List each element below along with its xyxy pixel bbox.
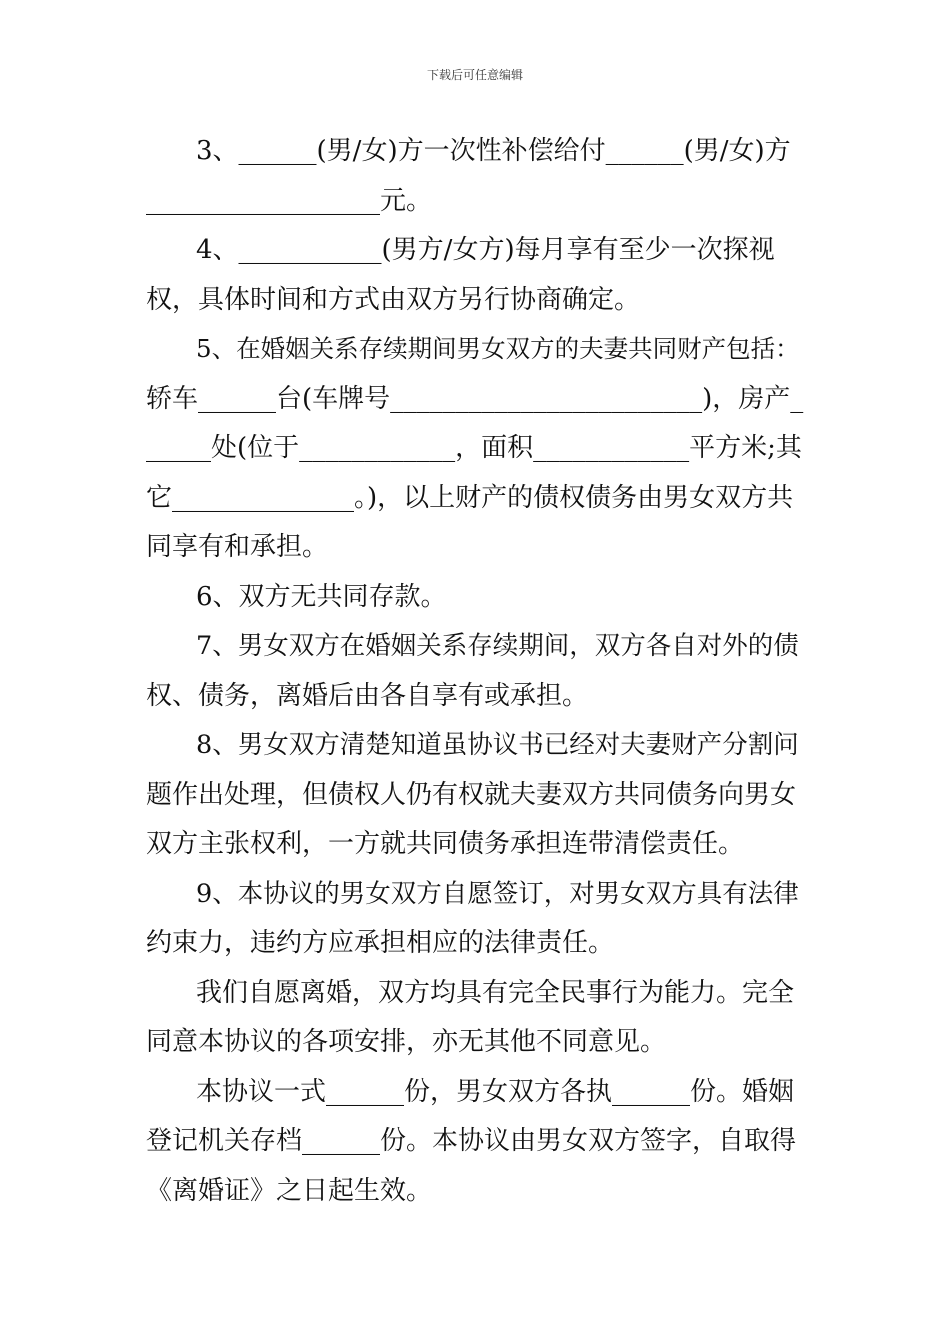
- clause-7-line-2: 权、债务，离婚后由各自享有或承担。: [146, 681, 589, 711]
- clause-5-line-3: _____处(位于____________，面积____________平方米;其: [146, 433, 802, 463]
- clause-8-line-2: 题作出处理，但债权人仍有权就夫妻双方共同债务向男女: [146, 780, 797, 810]
- copies-line-1: 本协议一式______份，男女双方各执______份。婚姻: [196, 1077, 795, 1107]
- copies-line-3: 《离婚证》之日起生效。: [146, 1176, 433, 1206]
- clause-6-line-1: 6、双方无共同存款。: [196, 582, 447, 612]
- page-header: 下载后可任意编辑: [426, 68, 523, 82]
- clause-8-line-1: 8、男女双方清楚知道虽协议书已经对夫妻财产分割问: [196, 730, 799, 760]
- clause-5-line-5: 同享有和承担。: [146, 532, 329, 562]
- clause-8-line-3: 双方主张权利，一方就共同债务承担连带清偿责任。: [146, 829, 745, 859]
- clause-9-line-1: 9、本协议的男女双方自愿签订，对男女双方具有法律: [196, 879, 799, 909]
- clause-5-line-1: 5、在婚姻关系存续期间男女双方的夫妻共同财产包括：: [196, 334, 800, 363]
- copies-line-2: 登记机关存档______份。本协议由男女双方签字，自取得: [146, 1126, 797, 1156]
- clause-5-line-4: 它______________。)，以上财产的债权债务由男女双方共: [146, 483, 794, 513]
- clause-9-line-2: 约束力，违约方应承担相应的法律责任。: [146, 928, 615, 958]
- statement-line-1: 我们自愿离婚，双方均具有完全民事行为能力。完全: [196, 978, 795, 1008]
- clause-3-line-1: 3、______(男/女)方一次性补偿给付______(男/女)方: [196, 136, 791, 166]
- clause-3-line-2: __________________元。: [146, 186, 433, 216]
- clause-7-line-1: 7、男女双方在婚姻关系存续期间，双方各自对外的债: [196, 631, 799, 661]
- clause-4-line-1: 4、___________(男方/女方)每月享有至少一次探视: [196, 235, 775, 265]
- clause-4-line-2: 权，具体时间和方式由双方另行协商确定。: [146, 285, 641, 315]
- statement-line-2: 同意本协议的各项安排，亦无其他不同意见。: [146, 1027, 667, 1057]
- clause-5-line-2: 轿车______台(车牌号________________________)，房产_: [146, 384, 804, 414]
